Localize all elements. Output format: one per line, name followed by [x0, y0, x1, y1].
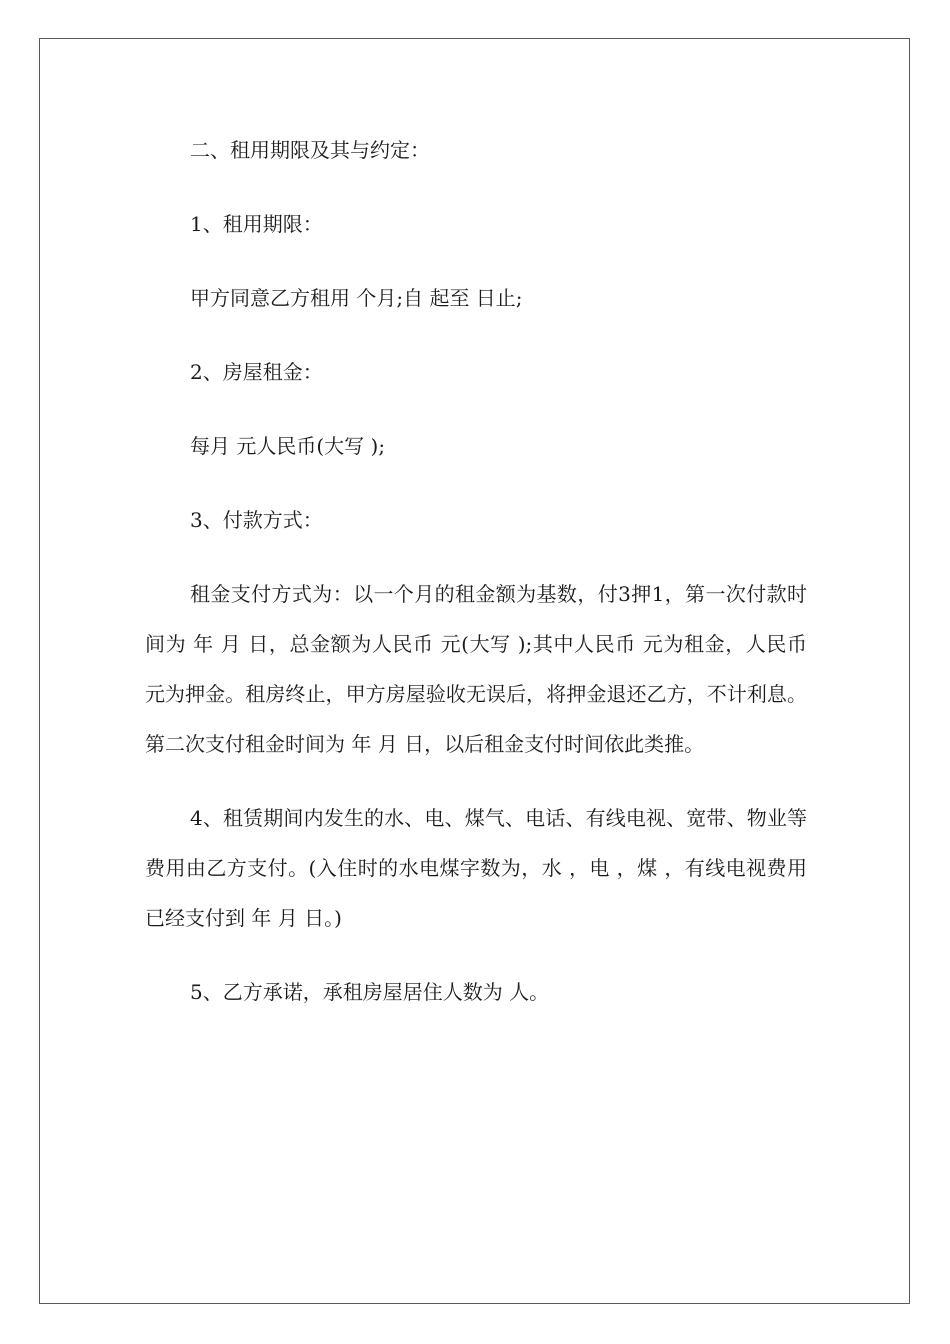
clause-text-lease-period: 甲方同意乙方租用 个月;自 起至 日止;: [190, 286, 523, 310]
section-heading-lease-term: 二、租用期限及其与约定：: [190, 138, 430, 162]
clause-text-utilities: 4、租赁期间内发生的水、电、煤气、电话、有线电视、宽带、物业等费用由乙方支付。(入住时的水电煤字数为，水 ，电 ，煤 ，有线电视费用已经支付到 年 月 日。): [145, 806, 807, 930]
clause-text-payment: 租金支付方式为：以一个月的租金额为基数，付3押1，第一次付款时间为 年 月 日，总金额为人民币 元(大写 );其中人民币 元为租金，人民币 元为押金。租房终止，甲方房屋验收无误后，将押金退还乙方，不计利息。第二次支付租金时间为 年 月 日，以后租金支付时间依此类推。: [145, 582, 807, 756]
clause-text-rent: 每月 元人民币(大写 );: [190, 434, 386, 458]
document-body: [145, 125, 807, 1041]
clause-text-occupants: 5、乙方承诺，承租房屋居住人数为 人。: [190, 980, 550, 1004]
clause-heading-lease-period: 1、租用期限：: [190, 212, 323, 236]
clause-heading-payment: 3、付款方式：: [190, 508, 323, 532]
clause-heading-rent: 2、房屋租金：: [190, 360, 323, 384]
